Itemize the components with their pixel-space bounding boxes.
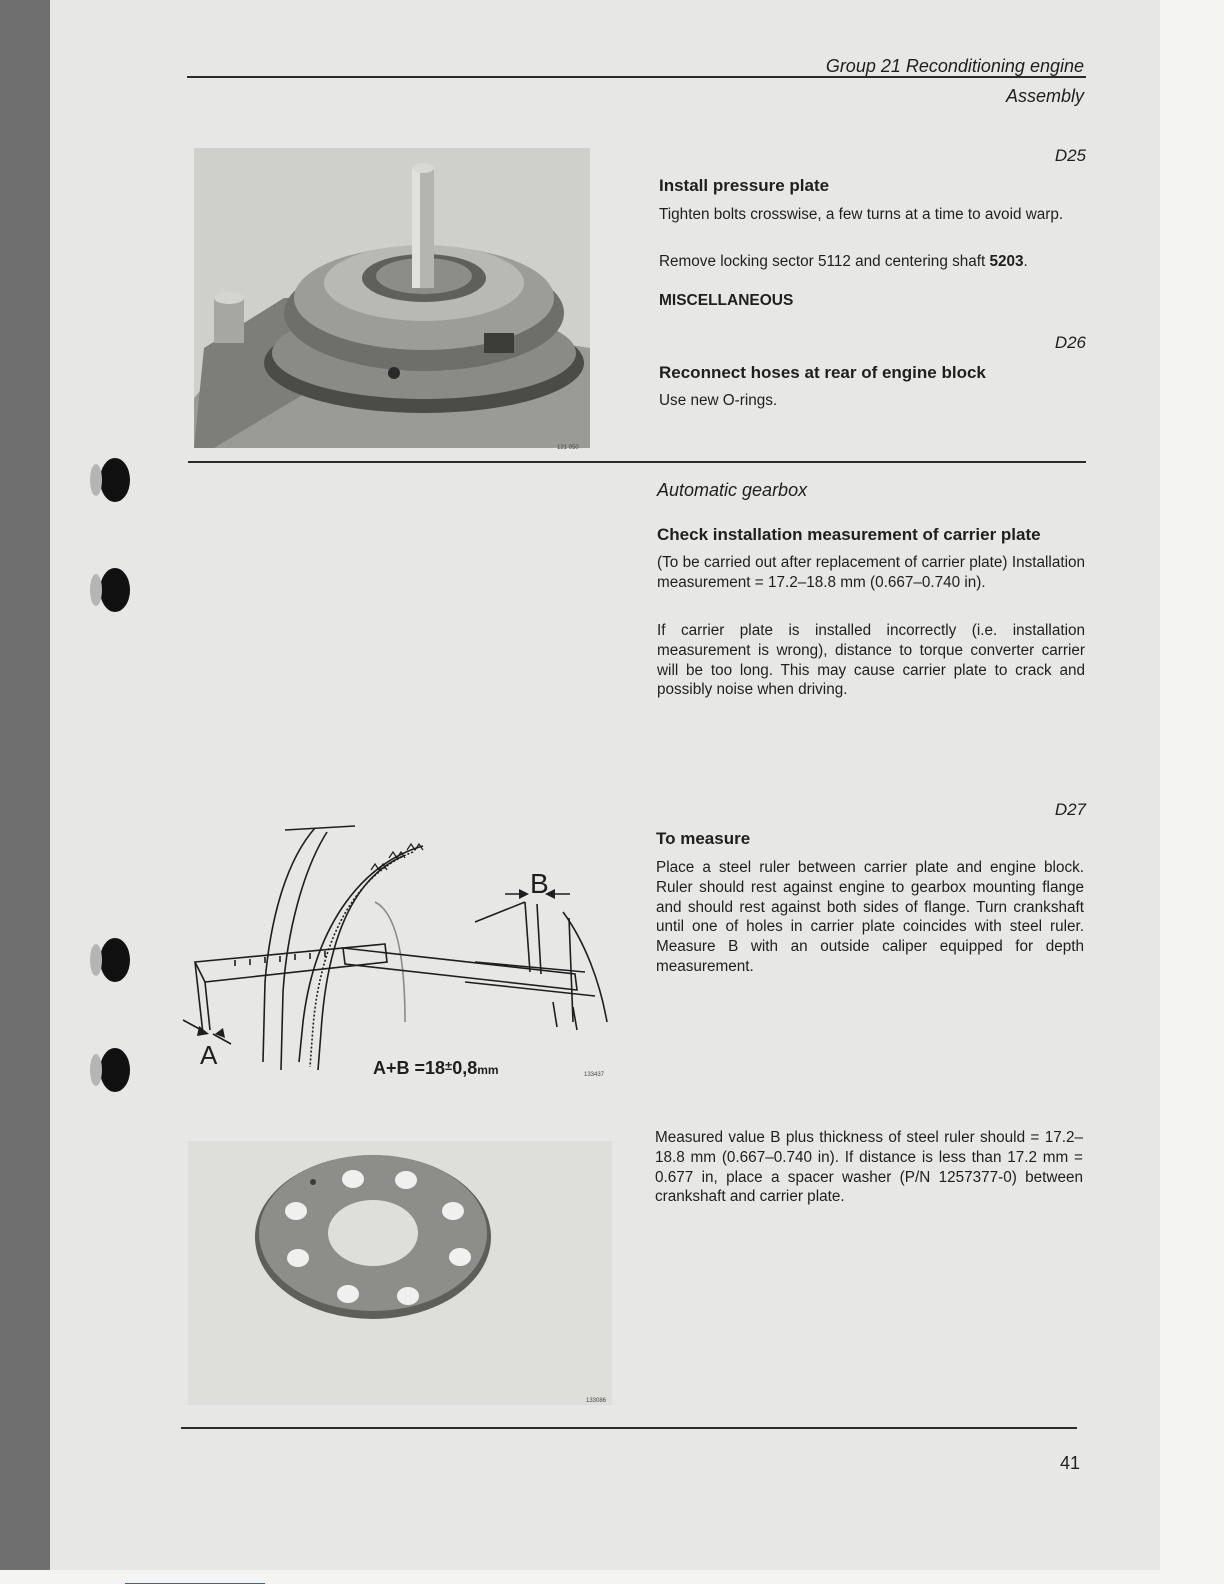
formula-a-plus-b: A+B =18±0,8mm [373, 1058, 499, 1078]
washer-text: Measured value B plus thickness of steel ruler should = 17.2–18.8 mm (0.667–0.740 in). If distance is less than 17.2 mm = 0.677 in, place a spacer washer (P/N 1257377-0) between crankshaft and carrier plate. [655, 1129, 1083, 1206]
punch-hole [100, 1048, 130, 1092]
heading-to-measure: To measure [656, 829, 751, 848]
punch-hole [100, 938, 130, 982]
page-number: 41 [1059, 1453, 1080, 1473]
section-code-d25: D25 [1054, 146, 1086, 165]
label-a: A [200, 1040, 218, 1070]
section-code-d26: D26 [1054, 333, 1086, 352]
section-code-d27: D27 [1054, 800, 1086, 819]
footer-rule [181, 1427, 1077, 1429]
section-divider [188, 461, 1086, 463]
figure-ref: 121 050 [557, 445, 579, 451]
header-rule [187, 76, 1086, 78]
header-section: Assembly [1005, 86, 1084, 106]
label-b: B [530, 868, 549, 899]
header-group: Group 21 Reconditioning engine [825, 56, 1084, 76]
d25-text-1: Tighten bolts crosswise, a few turns at a time to avoid warp. [659, 206, 1064, 223]
gearbox-text-2: If carrier plate is installed incorrectly (i.e. installation measurement is wrong), distance to torque converter carrier will be too long. This may cause carrier plate to crack and possibly noise when driving. [657, 622, 1085, 699]
d27-text: Place a steel ruler between carrier plate and engine block. Ruler should rest against engine to gearbox mounting flange and should rest against both sides of flange. Turn crankshaft until one of holes in carrier plate coincides with steel ruler. Measure B with an outside caliper equipped for depth measurement. [656, 859, 1084, 975]
heading-check-installation: Check installation measurement of carrier plate [657, 525, 1041, 544]
punch-hole [100, 568, 130, 612]
punch-hole [100, 458, 130, 502]
gearbox-text-1: (To be carried out after replacement of carrier plate) Installation measurement = 17.2–18.8 mm (0.667–0.740 in). [657, 554, 1085, 591]
carrier-plate-photo [188, 1141, 612, 1405]
figure-ref: 133437 [584, 1072, 605, 1078]
pressure-plate-photo [194, 148, 590, 448]
d26-text: Use new O-rings. [659, 392, 778, 409]
page-edge-right [1160, 0, 1224, 1584]
heading-install-pressure-plate: Install pressure plate [659, 176, 830, 195]
figure-ref: 133086 [586, 1398, 607, 1404]
d25-text-2: Remove locking sector 5112 and centering shaft 5203. [659, 253, 1028, 270]
page-edge-bottom [0, 1570, 1224, 1584]
heading-miscellaneous: MISCELLANEOUS [659, 292, 794, 309]
heading-reconnect-hoses: Reconnect hoses at rear of engine block [659, 363, 986, 382]
subheading-automatic-gearbox: Automatic gearbox [657, 480, 808, 500]
caliper-measurement-diagram [175, 822, 625, 1084]
